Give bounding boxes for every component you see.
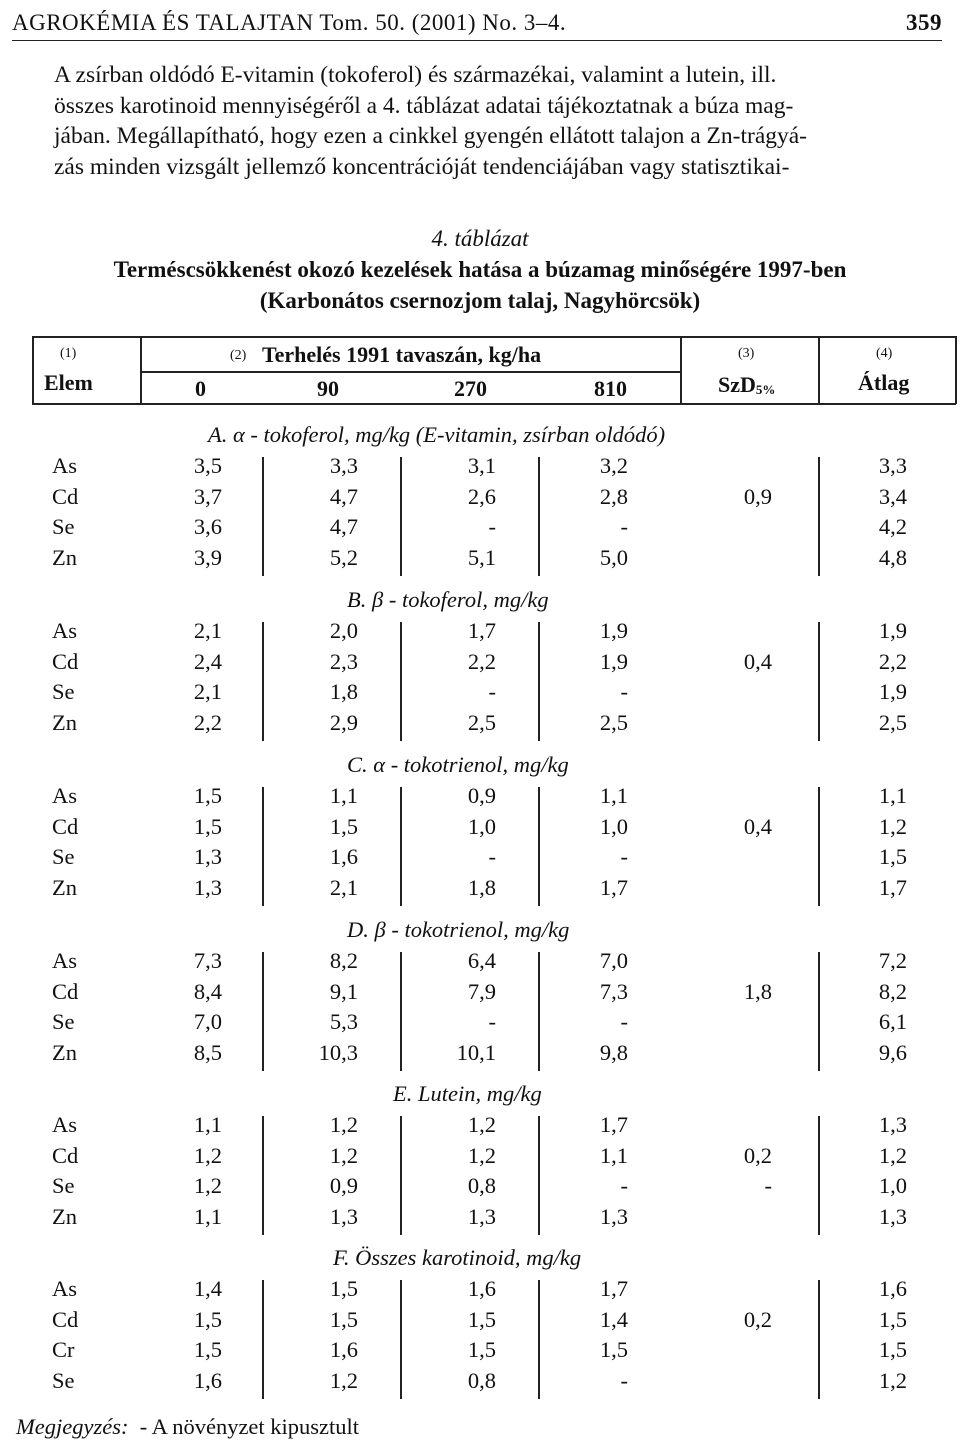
value-cell: 1,4: [599, 1306, 628, 1332]
value-cell: -: [620, 514, 628, 540]
value-cell: 1,2: [329, 1142, 358, 1168]
value-cell: 8,4: [193, 978, 222, 1004]
footnote-label: Megjegyzés:: [16, 1414, 129, 1439]
szd-value: 0,9: [743, 483, 772, 509]
average-cell: 1,0: [878, 1173, 907, 1199]
value-cell: 2,6: [467, 483, 496, 509]
header-right-border: [955, 336, 957, 404]
value-cell: 1,1: [193, 1204, 222, 1230]
section-title: E. Lutein, mg/kg: [393, 1081, 542, 1106]
value-cell: 1,5: [193, 1306, 222, 1332]
value-cell: 1,2: [467, 1142, 496, 1168]
level-90: 90: [317, 376, 339, 401]
col1-number: (1): [60, 346, 77, 361]
value-cell: 1,2: [193, 1173, 222, 1199]
value-cell: 4,7: [329, 483, 358, 509]
column-separator: [400, 622, 402, 741]
value-cell: 2,2: [467, 648, 496, 674]
element-cell: Cr: [52, 1337, 75, 1363]
value-cell: 1,2: [193, 1142, 222, 1168]
value-cell: 7,3: [599, 978, 628, 1004]
section-title: D. β - tokotrienol, mg/kg: [347, 917, 570, 942]
table-title: Terméscsökkenést okozó kezelések hatása a búzamag minőségére 1997-ben: [113, 257, 847, 282]
element-cell: Se: [52, 1173, 75, 1199]
value-cell: 1,5: [193, 813, 222, 839]
footnote: [16, 1414, 359, 1440]
value-cell: 0,9: [329, 1173, 358, 1199]
value-cell: 2,4: [193, 648, 222, 674]
value-cell: 3,5: [193, 453, 222, 478]
value-cell: 10,3: [318, 1040, 358, 1066]
intro-line: összes karotinoid mennyiségéről a 4. táblázat adatai tájékoztatnak a búza mag-: [54, 92, 794, 119]
value-cell: 1,6: [193, 1368, 222, 1394]
value-cell: -: [488, 1009, 496, 1035]
value-cell: 2,8: [599, 483, 628, 509]
value-cell: 1,9: [599, 648, 628, 674]
value-cell: 1,5: [329, 1276, 358, 1301]
header-divider: [140, 336, 142, 404]
value-cell: 1,0: [599, 813, 628, 839]
element-cell: Zn: [52, 1040, 77, 1066]
average-cell: 1,2: [878, 1368, 907, 1394]
value-cell: 9,1: [329, 978, 358, 1004]
col4-number: (4): [876, 346, 893, 361]
value-cell: 1,5: [599, 1337, 628, 1363]
average-cell: 1,5: [878, 844, 907, 870]
value-cell: 1,1: [599, 783, 628, 808]
value-cell: 7,9: [467, 978, 496, 1004]
col3-label: [718, 372, 775, 398]
header-mid-rule: [140, 371, 680, 373]
section-title: C. α - tokotrienol, mg/kg: [347, 752, 569, 777]
average-cell: 9,6: [878, 1040, 907, 1066]
intro-line: zás minden vizsgált jellemző koncentrációját tendenciájában vagy statisztikai-: [54, 153, 790, 180]
average-cell: 3,4: [878, 483, 907, 509]
footnote-text: - A növényzet kipusztult: [139, 1414, 360, 1439]
element-cell: Cd: [52, 813, 79, 839]
value-cell: 2,0: [329, 618, 358, 643]
value-cell: 2,5: [599, 710, 628, 736]
szd-value: 0,2: [743, 1142, 772, 1168]
value-cell: 2,5: [467, 710, 496, 736]
value-cell: 5,3: [329, 1009, 358, 1035]
column-separator: [400, 1116, 402, 1235]
szd-value: 1,8: [743, 978, 772, 1004]
value-cell: 3,9: [193, 545, 222, 571]
value-cell: 1,0: [467, 813, 496, 839]
section-title: F. Összes karotinoid, mg/kg: [333, 1245, 582, 1270]
column-separator: [262, 1116, 264, 1235]
column-separator: [538, 1280, 540, 1399]
value-cell: 1,2: [329, 1368, 358, 1394]
value-cell: -: [620, 679, 628, 705]
value-cell: -: [620, 1009, 628, 1035]
column-separator: [400, 457, 402, 576]
level-0: 0: [195, 376, 206, 401]
value-cell: 2,1: [193, 679, 222, 705]
element-cell: As: [52, 1112, 78, 1137]
intro-line: A zsírban oldódó E-vitamin (tokoferol) és származékai, valamint a lutein, ill.: [54, 62, 777, 88]
value-cell: 1,1: [193, 1112, 222, 1137]
average-cell: 1,2: [878, 1142, 907, 1168]
value-cell: 5,2: [329, 545, 358, 571]
column-separator: [400, 952, 402, 1071]
value-cell: 6,4: [467, 948, 496, 973]
col4-label: Átlag: [858, 370, 910, 395]
average-cell: 8,2: [878, 978, 907, 1004]
value-cell: 8,2: [329, 948, 358, 973]
col2-number: (2): [230, 348, 247, 363]
average-cell: 1,7: [878, 875, 907, 901]
value-cell: 1,3: [599, 1204, 628, 1230]
value-cell: 1,5: [467, 1337, 496, 1363]
value-cell: 1,3: [329, 1204, 358, 1230]
value-cell: 1,2: [467, 1112, 496, 1137]
value-cell: 2,9: [329, 710, 358, 736]
element-cell: Cd: [52, 648, 79, 674]
header-divider: [680, 336, 682, 404]
element-cell: Se: [52, 679, 75, 705]
value-cell: -: [488, 844, 496, 870]
intro-paragraph: [54, 60, 924, 182]
value-cell: 1,5: [329, 1306, 358, 1332]
value-cell: 1,3: [193, 844, 222, 870]
value-cell: 7,0: [599, 948, 628, 973]
col2-label: Terhelés 1991 tavaszán, kg/ha: [262, 342, 542, 367]
value-cell: 7,0: [193, 1009, 222, 1035]
average-cell: 1,5: [878, 1337, 907, 1363]
average-cell: 4,2: [878, 514, 907, 540]
column-separator: [818, 457, 820, 576]
column-separator: [262, 622, 264, 741]
element-cell: Cd: [52, 483, 79, 509]
value-cell: -: [620, 844, 628, 870]
value-cell: 2,1: [193, 618, 222, 643]
value-cell: 1,7: [599, 1112, 628, 1137]
value-cell: 7,3: [193, 948, 222, 973]
element-cell: Se: [52, 844, 75, 870]
element-cell: As: [52, 453, 78, 478]
column-separator: [818, 1280, 820, 1399]
value-cell: 2,2: [193, 710, 222, 736]
average-cell: 2,5: [878, 710, 907, 736]
value-cell: 8,5: [193, 1040, 222, 1066]
value-cell: 1,8: [467, 875, 496, 901]
element-cell: As: [52, 618, 78, 643]
average-cell: 1,5: [878, 1306, 907, 1332]
element-cell: Se: [52, 514, 75, 540]
column-separator: [400, 1280, 402, 1399]
average-cell: 4,8: [878, 545, 907, 571]
value-cell: 1,4: [193, 1276, 222, 1301]
average-cell: 1,1: [878, 783, 907, 808]
value-cell: 5,0: [599, 545, 628, 571]
element-cell: Se: [52, 1368, 75, 1394]
value-cell: 1,5: [467, 1306, 496, 1332]
element-cell: As: [52, 948, 78, 973]
value-cell: 2,1: [329, 875, 358, 901]
value-cell: 0,8: [467, 1173, 496, 1199]
col3-number: (3): [738, 346, 755, 361]
average-cell: 7,2: [878, 948, 907, 973]
element-cell: Cd: [52, 1142, 79, 1168]
szd-subscript: 5%: [755, 382, 776, 397]
running-header: [12, 6, 942, 41]
level-810: 810: [594, 376, 627, 401]
value-cell: 1,7: [467, 618, 496, 643]
value-cell: 4,7: [329, 514, 358, 540]
value-cell: -: [488, 679, 496, 705]
value-cell: -: [620, 1368, 628, 1394]
szd-value: 0,4: [743, 813, 772, 839]
value-cell: 2,3: [329, 648, 358, 674]
average-cell: 1,6: [878, 1276, 907, 1301]
value-cell: 1,3: [467, 1204, 496, 1230]
element-cell: Zn: [52, 875, 77, 901]
section-title: A. α - tokoferol, mg/kg (E-vitamin, zsírban oldódó): [208, 422, 666, 447]
value-cell: 3,6: [193, 514, 222, 540]
value-cell: 9,8: [599, 1040, 628, 1066]
szd-value: 0,4: [743, 648, 772, 674]
value-cell: 1,1: [329, 783, 358, 808]
column-separator: [538, 1116, 540, 1235]
value-cell: 10,1: [456, 1040, 496, 1066]
value-cell: 0,8: [467, 1368, 496, 1394]
element-cell: Zn: [52, 545, 77, 571]
average-cell: 1,9: [878, 679, 907, 705]
column-separator: [818, 1116, 820, 1235]
value-cell: 3,1: [467, 453, 496, 478]
average-cell: 3,3: [878, 453, 907, 478]
header-divider: [818, 336, 820, 404]
column-separator: [262, 787, 264, 906]
szd-value: 0,2: [743, 1306, 772, 1332]
average-cell: 1,9: [878, 618, 907, 643]
column-separator: [818, 787, 820, 906]
value-cell: 1,5: [193, 1337, 222, 1363]
value-cell: -: [488, 514, 496, 540]
section-title: B. β - tokoferol, mg/kg: [347, 587, 549, 612]
column-separator: [818, 952, 820, 1071]
element-cell: Cd: [52, 1306, 79, 1332]
header-left-border: [32, 336, 34, 404]
value-cell: 1,1: [599, 1142, 628, 1168]
average-cell: 1,3: [878, 1204, 907, 1230]
value-cell: 5,1: [467, 545, 496, 571]
element-cell: Se: [52, 1009, 75, 1035]
szd-value: -: [764, 1173, 772, 1199]
value-cell: 1,7: [599, 1276, 628, 1301]
table-subtitle: (Karbonátos csernozjom talaj, Nagyhörcsök): [259, 288, 701, 313]
intro-line: jában. Megállapítható, hogy ezen a cinkkel gyengén ellátott talajon a Zn-trágyá-: [54, 123, 808, 149]
page-number: 359: [906, 10, 942, 35]
value-cell: 1,6: [329, 844, 358, 870]
element-cell: As: [52, 1276, 78, 1301]
value-cell: 1,7: [599, 875, 628, 901]
column-separator: [538, 622, 540, 741]
column-separator: [538, 952, 540, 1071]
szd-text: SzD: [718, 372, 756, 397]
level-270: 270: [454, 376, 487, 401]
column-separator: [538, 787, 540, 906]
value-cell: 1,5: [193, 783, 222, 808]
value-cell: 1,3: [193, 875, 222, 901]
column-separator: [262, 457, 264, 576]
value-cell: 3,2: [599, 453, 628, 478]
value-cell: 1,5: [329, 813, 358, 839]
value-cell: 0,9: [467, 783, 496, 808]
column-separator: [262, 952, 264, 1071]
value-cell: 1,6: [329, 1337, 358, 1363]
element-cell: As: [52, 783, 78, 808]
value-cell: -: [620, 1173, 628, 1199]
col1-label: Elem: [44, 370, 93, 395]
average-cell: 2,2: [878, 648, 907, 674]
column-separator: [262, 1280, 264, 1399]
value-cell: 1,2: [329, 1112, 358, 1137]
element-cell: Cd: [52, 978, 79, 1004]
table-number: 4. táblázat: [431, 226, 529, 251]
value-cell: 3,3: [329, 453, 358, 478]
value-cell: 1,9: [599, 618, 628, 643]
element-cell: Zn: [52, 710, 77, 736]
journal-title: AGROKÉMIA ÉS TALAJTAN Tom. 50. (2001) No. 3–4.: [12, 10, 567, 35]
value-cell: 3,7: [193, 483, 222, 509]
average-cell: 6,1: [878, 1009, 907, 1035]
column-separator: [818, 622, 820, 741]
column-separator: [538, 457, 540, 576]
value-cell: 1,6: [467, 1276, 496, 1301]
average-cell: 1,3: [878, 1112, 907, 1137]
column-separator: [400, 787, 402, 906]
element-cell: Zn: [52, 1204, 77, 1230]
value-cell: 1,8: [329, 679, 358, 705]
average-cell: 1,2: [878, 813, 907, 839]
